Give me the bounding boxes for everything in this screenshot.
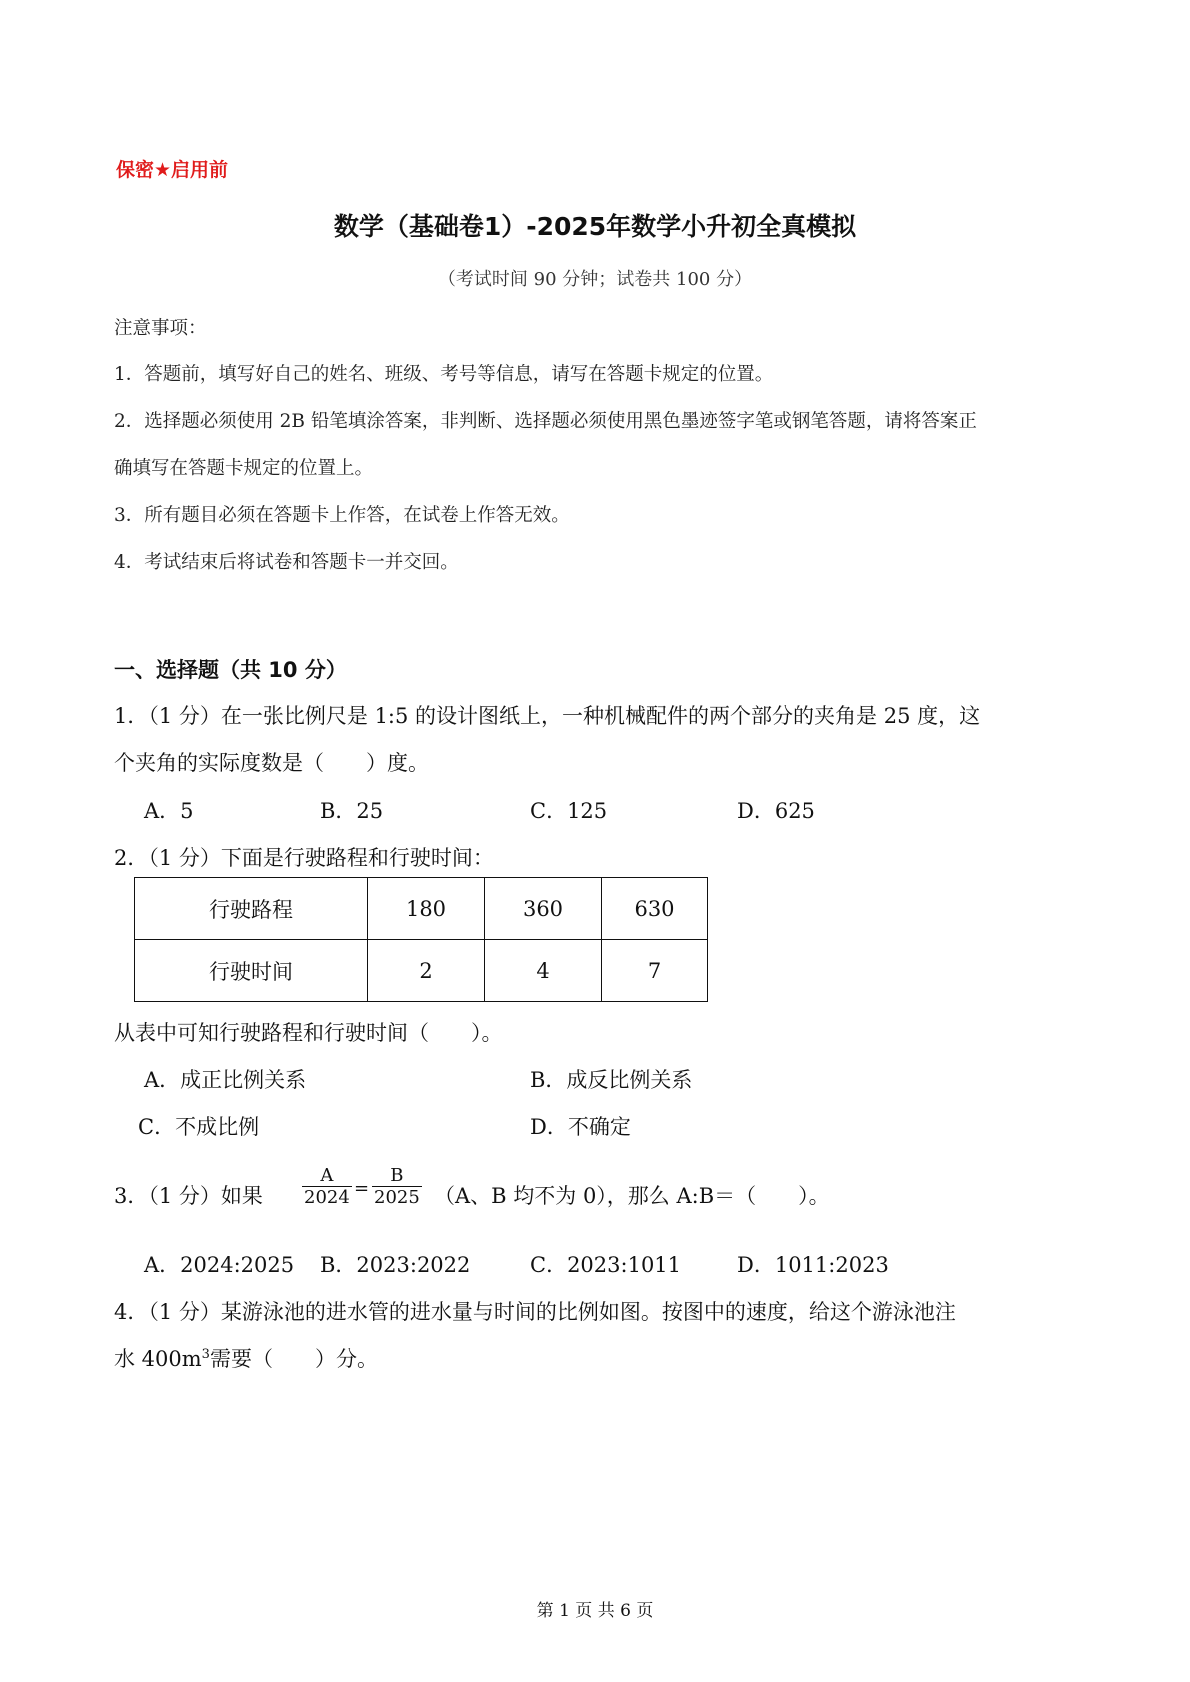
q2-question: 从表中可知行驶路程和行驶时间（ ）。 [114,1021,503,1045]
q2-option-b: B．成反比例关系 [530,1068,693,1092]
table-cell: 7 [602,940,708,1002]
q2-table [134,877,708,1002]
fraction-denominator: 2024 [304,1187,350,1208]
notes-heading: 注意事项： [114,318,207,339]
q1-option-c: C．125 [530,799,608,823]
table-cell: 行驶时间 [135,940,368,1002]
q3-suffix: （A、B 均不为 0），那么 A:B＝（ ）。 [434,1184,830,1208]
q1-option-d: D．625 [737,799,815,823]
q1-line-2: 个夹角的实际度数是（ ）度。 [114,751,429,775]
page-footer: 第 1 页 共 6 页 [536,1601,654,1621]
section-1-title: 一、选择题（共 10 分） [114,658,347,682]
q3-option-a: A．2024:2025 [144,1253,295,1277]
q1-line-1: 1．（1 分）在一张比例尺是 1:5 的设计图纸上，一种机械配件的两个部分的夹角是 25 度，这 [114,704,981,728]
page-subtitle: （考试时间 90 分钟；试卷共 100 分） [437,269,753,290]
q4-line-2 [114,1343,378,1373]
table-row [135,940,708,1002]
q4-line-1: 4．（1 分）某游泳池的进水管的进水量与时间的比例如图。按图中的速度，给这个游泳池注 [114,1300,956,1324]
q4-superscript: 3 [201,1347,210,1362]
q4-line-2-end: 需要（ ）分。 [209,1347,378,1371]
note-item-3: 3．所有题目必须在答题卡上作答，在试卷上作答无效。 [114,505,570,526]
q3-option-b: B．2023:2022 [320,1253,471,1277]
table-cell: 2 [368,940,485,1002]
q3-option-d: D．1011:2023 [737,1253,889,1277]
table-cell: 360 [485,878,602,940]
table-cell: 行驶路程 [135,878,368,940]
note-item-2-line-1: 2．选择题必须使用 2B 铅笔填涂答案，非判断、选择题必须使用黑色墨迹签字笔或钢笔答题，请将答案正 [114,411,977,432]
q2-stem: 2．（1 分）下面是行驶路程和行驶时间： [114,846,494,870]
fraction-numerator: A [320,1165,334,1186]
confidential-label: 保密★启用前 [116,159,229,181]
q3-option-c: C．2023:1011 [530,1253,682,1277]
fraction-denominator: 2025 [374,1187,420,1208]
q3-equals-sign: = [354,1178,370,1199]
q4-line-2-start: 水 400m [114,1347,202,1371]
q2-option-a: A．成正比例关系 [144,1068,307,1092]
q2-option-c: C．不成比例 [138,1115,260,1139]
table-cell: 4 [485,940,602,1002]
fraction-numerator: B [390,1165,404,1186]
q2-option-d: D．不确定 [530,1115,631,1139]
q1-option-a: A．5 [144,799,194,823]
q1-option-b: B．25 [320,799,384,823]
note-item-1: 1．答题前，填写好自己的姓名、班级、考号等信息，请写在答题卡规定的位置。 [114,364,774,385]
table-row [135,878,708,940]
q3-prefix: 3．（1 分）如果 [114,1184,263,1208]
table-cell: 630 [602,878,708,940]
note-item-4: 4．考试结束后将试卷和答题卡一并交回。 [114,552,459,573]
note-item-2-line-2: 确填写在答题卡规定的位置上。 [114,458,374,479]
table-cell: 180 [368,878,485,940]
q3-fraction-2 [372,1165,422,1208]
page-title: 数学（基础卷1）-2025年数学小升初全真模拟 [333,212,857,241]
q3-fraction-1 [302,1165,352,1208]
